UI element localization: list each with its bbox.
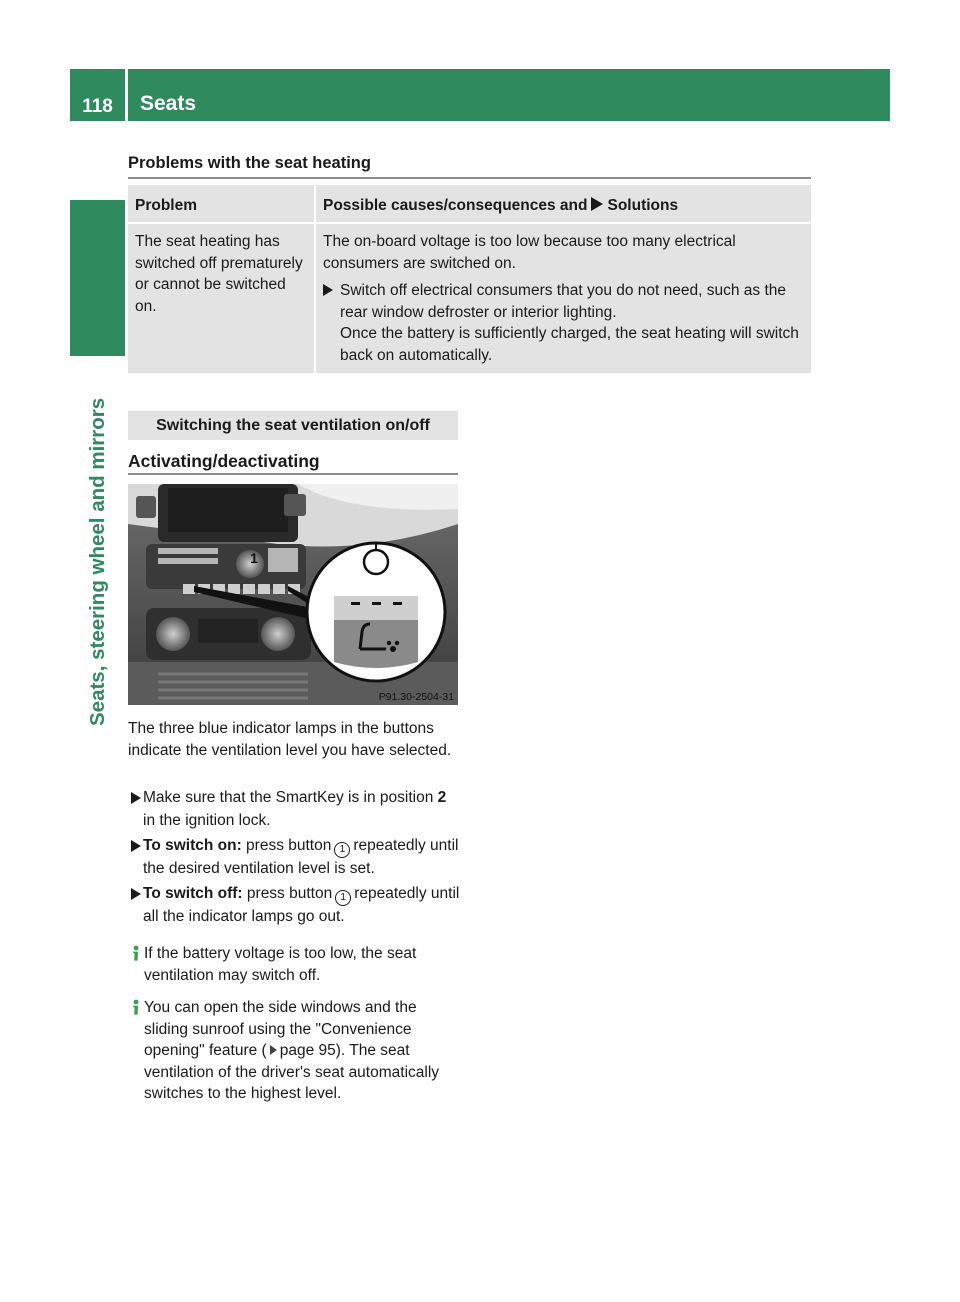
step2-pre: press button: [246, 837, 332, 854]
header-solutions-text: Solutions: [607, 197, 679, 214]
note2-pre: You can open the side windows and the sliding sunroof using the "Convenience opening" feature (: [144, 999, 417, 1059]
info-note-convenience-text: [144, 997, 462, 1105]
action-arrow-icon: [323, 284, 333, 296]
page-reference-arrow-icon: [270, 1045, 277, 1055]
action-arrow-icon: [131, 888, 141, 900]
step-smartkey-text: [143, 787, 462, 832]
step-switch-off-text: [143, 883, 462, 929]
solution-followup-text: Once the battery is sufficiently charged, the seat heating will switch back on automatically.: [340, 325, 799, 364]
subsection-title: Activating/deactivating: [128, 451, 320, 471]
header-causes-text: Possible causes/consequences and: [323, 197, 588, 214]
step-smartkey: [128, 787, 462, 832]
table-header-problem: Problem: [135, 197, 198, 214]
side-tab-label-wrap: [70, 370, 125, 750]
intro-paragraph: The three blue indicator lamps in the buttons indicate the ventilation level you have selected.: [128, 720, 452, 759]
figure-code: P91.30-2504-31: [378, 691, 454, 703]
section-banner-title: Switching the seat ventilation on/off: [156, 417, 430, 434]
section-divider: [128, 177, 811, 179]
step3-post: repeatedly until all the indicator lamps go out.: [143, 885, 460, 925]
play-arrow-icon: [591, 197, 603, 211]
step1-pre: Make sure that the SmartKey is in position: [143, 789, 434, 806]
step3-label: To switch off:: [143, 885, 243, 902]
page-reference-link[interactable]: page 95: [279, 1042, 336, 1059]
side-tab-marker: [70, 200, 125, 356]
info-icon: [128, 999, 144, 1016]
info-note-convenience: [128, 997, 462, 1105]
step-switch-off: [128, 883, 462, 929]
side-tab-label: Seats, steering wheel and mirrors: [86, 397, 109, 726]
note2-post: ). The seat ventilation of the driver's seat automatically switches to the highest level.: [144, 1042, 440, 1102]
info-note-voltage: [128, 943, 462, 986]
table-header-causes: [323, 197, 678, 215]
page-number: 118: [82, 96, 113, 117]
section-title: Problems with the seat heating: [128, 154, 371, 172]
table-column-divider: [314, 185, 316, 373]
info-note-voltage-text: If the battery voltage is too low, the seat ventilation may switch off.: [144, 945, 417, 984]
solution-text: Switch off electrical consumers that you do not need, such as the rear window defroster or interior lighting.: [340, 282, 787, 321]
table-cell-problem: The seat heating has switched off prematurely or cannot be switched on.: [135, 233, 303, 315]
step2-post: repeatedly until the desired ventilation level is set.: [143, 837, 459, 877]
step1-position: 2: [437, 789, 447, 806]
step2-label: To switch on:: [143, 837, 242, 854]
dashboard-illustration: [128, 484, 458, 705]
action-arrow-icon: [131, 792, 141, 804]
callout-circle-icon: 1: [334, 842, 350, 858]
dashboard-figure: [128, 484, 458, 705]
subsection-divider: [128, 473, 458, 475]
step-switch-on: [128, 835, 462, 881]
info-icon: [128, 945, 144, 962]
step3-pre: press button: [246, 885, 333, 902]
header-bar: [128, 69, 890, 121]
action-arrow-icon: [131, 840, 141, 852]
step1-post: in the ignition lock.: [143, 811, 271, 829]
table-cell-solution: [323, 280, 803, 366]
step-switch-on-text: [143, 835, 462, 881]
figure-callout-number: 1: [250, 550, 258, 566]
callout-circle-icon: 1: [335, 890, 351, 906]
chapter-title: Seats: [140, 92, 197, 115]
table-cell-cause: The on-board voltage is too low because too many electrical consumers are switched on.: [323, 233, 736, 272]
